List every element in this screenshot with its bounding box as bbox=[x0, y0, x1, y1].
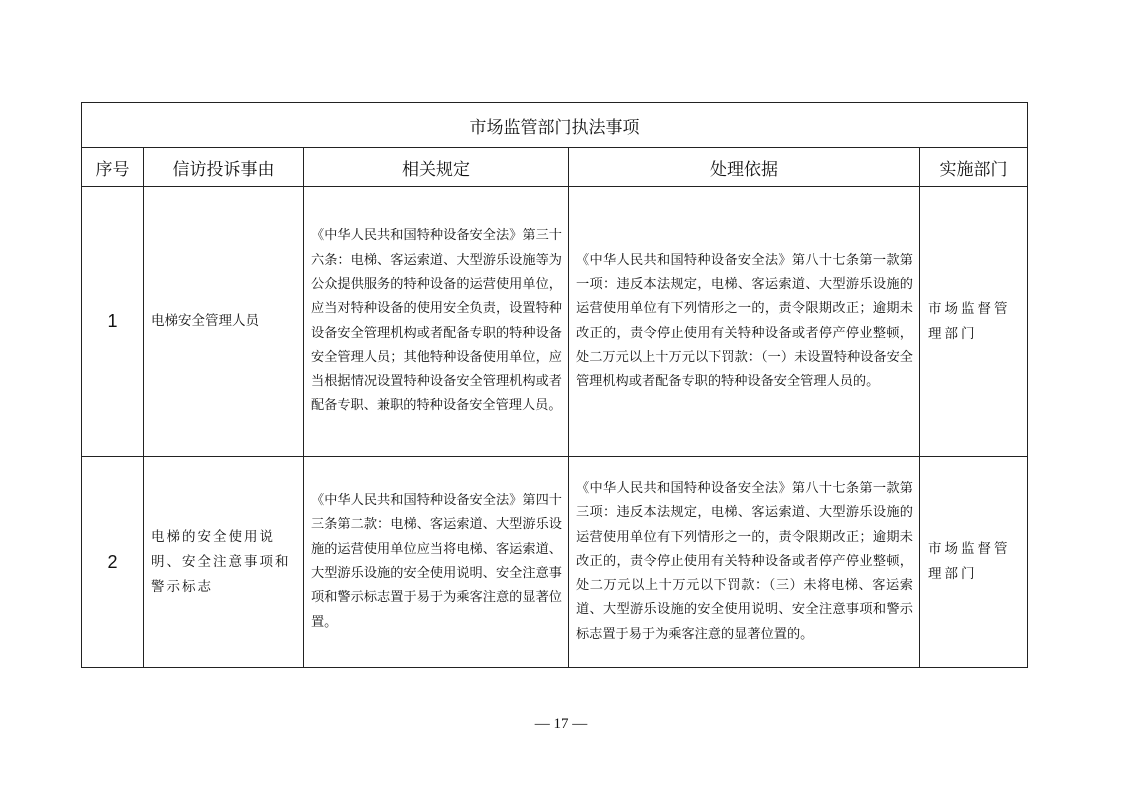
table-title-row bbox=[82, 103, 1028, 148]
row-basis: 《中华人民共和国特种设备安全法》第八十七条第一款第一项：违反本法规定，电梯、客运索道、大型游乐设施的运营使用单位有下列情形之一的，责令限期改正；逾期未改正的，责令停止使用有关特种设备或者停产停业整顿，处二万元以上十万元以下罚款：（一）未设置特种设备安全管理机构或者配备专职的特种设备安全管理人员的。 bbox=[569, 187, 920, 457]
row-basis: 《中华人民共和国特种设备安全法》第八十七条第一款第三项：违反本法规定，电梯、客运索道、大型游乐设施的运营使用单位有下列情形之一的，责令限期改正；逾期未改正的，责令停止使用有关特种设备或者停产停业整顿，处二万元以上十万元以下罚款：（三）未将电梯、客运索道、大型游乐设施的安全使用说明、安全注意事项和警示标志置于易于为乘客注意的显著位置的。 bbox=[569, 457, 920, 668]
header-number: 序号 bbox=[82, 148, 144, 187]
page-number: — 17 — bbox=[534, 716, 588, 732]
header-reason: 信访投诉事由 bbox=[144, 148, 304, 187]
table-title: 市场监管部门执法事项 bbox=[82, 103, 1028, 148]
enforcement-table bbox=[81, 102, 1028, 668]
header-regulation: 相关规定 bbox=[304, 148, 569, 187]
enforcement-table-container bbox=[81, 102, 1027, 668]
row-regulation: 《中华人民共和国特种设备安全法》第四十三条第二款：电梯、客运索道、大型游乐设施的运营使用单位应当将电梯、客运索道、大型游乐设施的安全使用说明、安全注意事项和警示标志置于易于为乘客注意的显著位置。 bbox=[304, 457, 569, 668]
table-row bbox=[82, 457, 1028, 668]
row-department: 市场监督管理部门 bbox=[920, 457, 1028, 668]
row-reason: 电梯安全管理人员 bbox=[144, 187, 304, 457]
row-reason: 电梯的安全使用说明、安全注意事项和警示标志 bbox=[144, 457, 304, 668]
table-header-row bbox=[82, 148, 1028, 187]
row-number: 2 bbox=[82, 457, 144, 668]
row-department: 市场监督管理部门 bbox=[920, 187, 1028, 457]
header-department: 实施部门 bbox=[920, 148, 1028, 187]
row-regulation: 《中华人民共和国特种设备安全法》第三十六条：电梯、客运索道、大型游乐设施等为公众提供服务的特种设备的运营使用单位，应当对特种设备的使用安全负责，设置特种设备安全管理机构或者配备专职的特种设备安全管理人员；其他特种设备使用单位，应当根据情况设置特种设备安全管理机构或者配备专职、兼职的特种设备安全管理人员。 bbox=[304, 187, 569, 457]
row-number: 1 bbox=[82, 187, 144, 457]
header-basis: 处理依据 bbox=[569, 148, 920, 187]
table-row bbox=[82, 187, 1028, 457]
